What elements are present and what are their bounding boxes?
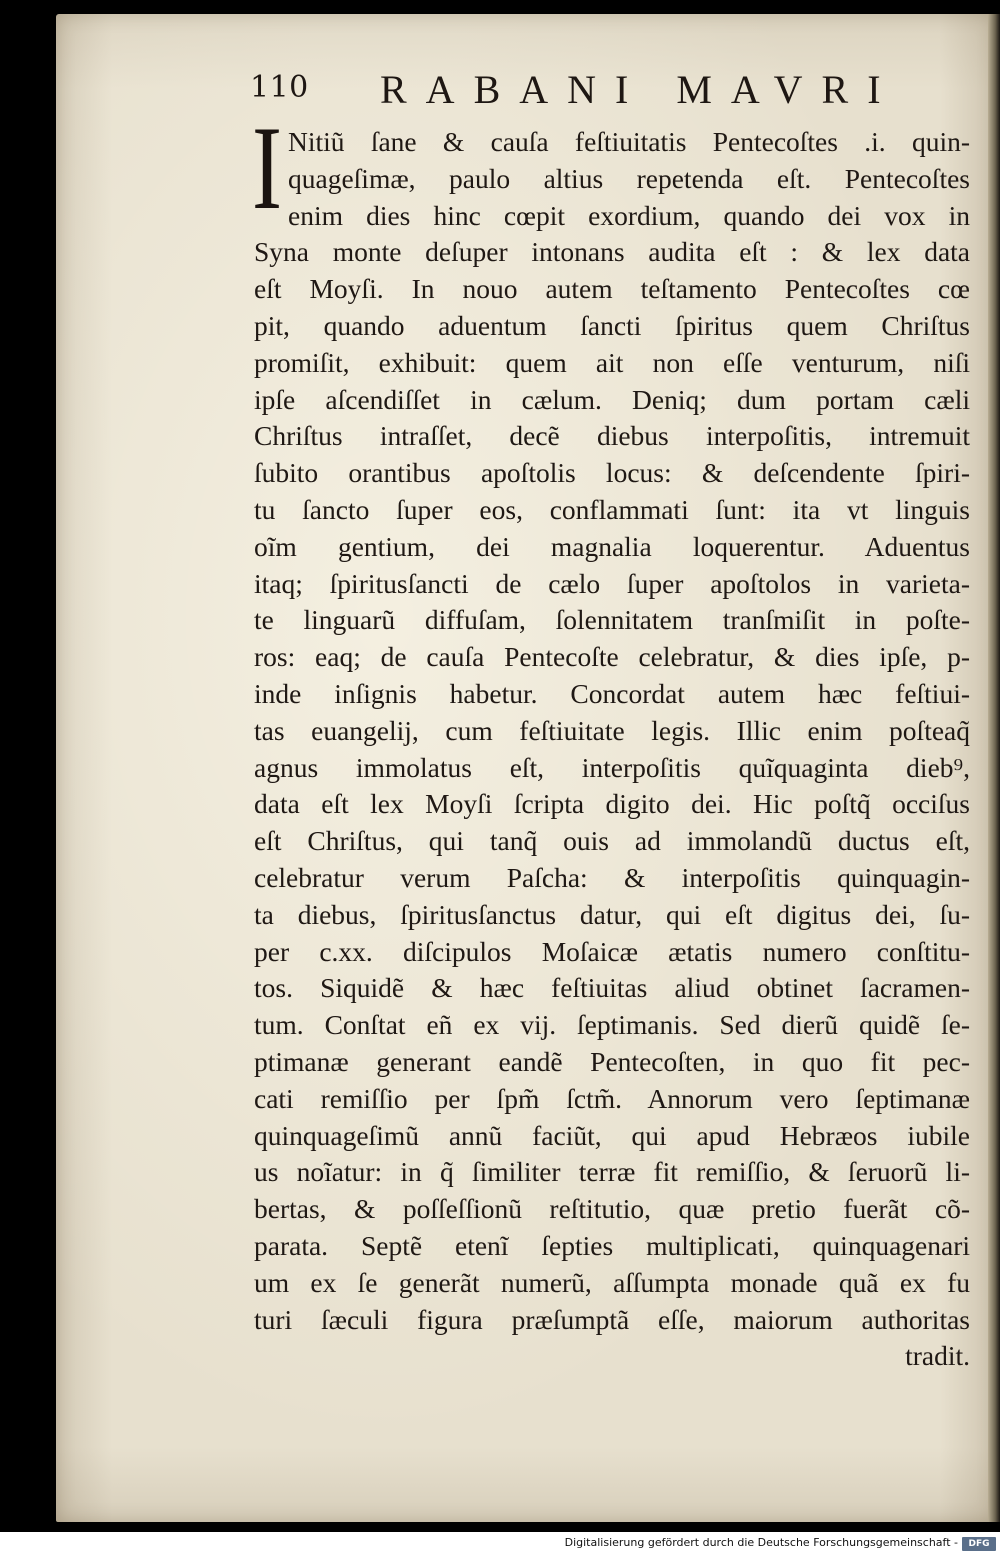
- page-header: [250, 66, 900, 112]
- running-head: RABANI MAVRI: [380, 67, 900, 112]
- funding-credit: Digitalisierung gefördert durch die Deutsche Forschungsgemeinschaft -: [564, 1536, 958, 1549]
- text-line: itaq; ſpiritusſancti de cælo ſuper apoſtolos in varieta-: [254, 567, 970, 599]
- text-line: quageſimæ, paulo altius repetenda eſt. Pentecoſtes: [288, 162, 970, 194]
- text-line: tradit.: [905, 1340, 970, 1372]
- text-line: tum. Conſtat eñ ex vij. ſeptimanis. Sed dierũ quidẽ ſe-: [254, 1009, 970, 1041]
- text-line: Syna monte deſuper intonans audita eſt : & lex data: [254, 236, 970, 268]
- text-line: us noĩatur: in q̃ ſimiliter terræ fit remiſſio, & ſeruorũ li-: [254, 1156, 970, 1188]
- text-line: um ex ſe generãt numerũ, aſſumpta monade quã ex fu: [254, 1266, 970, 1298]
- text-line: Nitiũ ſane & cauſa feſtiuitatis Pentecoſtes .i. quin-: [288, 126, 970, 157]
- text-line: celebratur verum Paſcha: & interpoſitis quinquagin-: [254, 861, 970, 893]
- text-line: turi ſæculi figura præſumptã eſſe, maiorum authoritas: [254, 1303, 970, 1335]
- drop-cap: I: [252, 101, 282, 234]
- text-line: ros: eaq; de cauſa Pentecoſte celebratur, & dies ipſe, p-: [254, 641, 970, 673]
- text-line: parata. Septẽ etenĩ ſepties multiplicati, quinquagenari: [254, 1229, 970, 1261]
- text-line: eſt Chriſtus, qui tanq̃ ouis ad immolandũ ductus eſt,: [254, 825, 970, 857]
- digitization-footer: [0, 1532, 1000, 1556]
- text-line: ptimanæ generant eandẽ Pentecoſten, in quo fit pec-: [254, 1045, 970, 1077]
- text-line: ſubito orantibus apoſtolis locus: & deſcendente ſpiri-: [254, 457, 970, 489]
- body-text: [254, 124, 970, 1375]
- text-line: enim dies hinc cœpit exordium, quando dei vox in: [288, 199, 970, 231]
- text-line: agnus immolatus eſt, interpoſitis quĩquaginta dieb⁹,: [254, 751, 970, 783]
- page-edge: [988, 14, 1000, 1522]
- text-line: pit, quando aduentum ſancti ſpiritus quem Chriſtus: [254, 309, 970, 341]
- text-line: tu ſancto ſuper eos, conflammati ſunt: ita vt linguis: [254, 493, 970, 525]
- text-line: data eſt lex Moyſi ſcripta digito dei. Hic poſtq̃ occiſus: [254, 788, 970, 820]
- text-line: Chriſtus intraſſet, decẽ diebus interpoſitis, intremuit: [254, 420, 970, 452]
- page-number: 110: [250, 70, 309, 105]
- text-line: ta diebus, ſpiritusſanctus datur, qui eſt digitus dei, ſu-: [254, 898, 970, 930]
- text-line: eſt Moyſi. In nouo autem teſtamento Pentecoſtes cœ: [254, 273, 970, 305]
- text-line: tos. Siquidẽ & hæc feſtiuitas aliud obtinet ſacramen-: [254, 972, 970, 1004]
- text-line: oĩm gentium, dei magnalia loquerentur. Aduentus: [254, 530, 970, 562]
- dfg-logo: DFG: [962, 1537, 996, 1551]
- text-line: ipſe aſcendiſſet in cælum. Deniq; dum portam cæli: [254, 383, 970, 415]
- text-line: inde inſignis habetur. Concordat autem hæc feſtiui-: [254, 677, 970, 709]
- text-line: promiſit, exhibuit: quem ait non eſſe venturum, niſi: [254, 346, 970, 378]
- text-line: bertas, & poſſeſſionũ reſtitutio, quæ pretio fuerãt cõ-: [254, 1193, 970, 1225]
- text-line: te linguarũ diffuſam, ſolennitatem tranſmiſit in poſte-: [254, 604, 970, 636]
- text-line: per c.xx. diſcipulos Moſaicæ ætatis numero conſtitu-: [254, 935, 970, 967]
- text-line: quinquageſimũ annũ faciũt, qui apud Hebræos iubile: [254, 1119, 970, 1151]
- text-line: tas euangelij, cum feſtiuitate legis. Illic enim poſteaq̃: [254, 714, 970, 746]
- text-line: cati remiſſio per ſpm̃ ſctm̃. Annorum vero ſeptimanæ: [254, 1082, 970, 1114]
